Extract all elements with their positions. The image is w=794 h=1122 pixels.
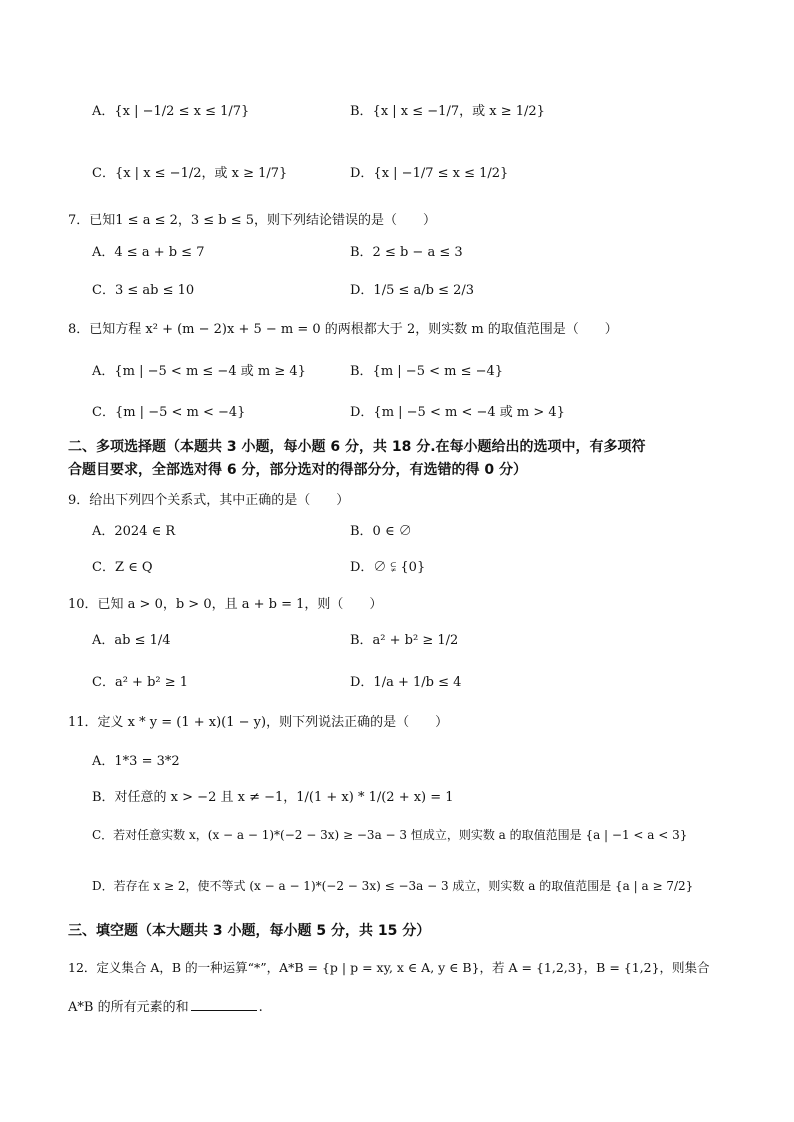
q7-option-c: C．3 ≤ ab ≤ 10 (92, 283, 195, 298)
q9-option-c: C．Z ∈ Q (92, 560, 153, 575)
q7-stem: 7．已知1 ≤ a ≤ 2，3 ≤ b ≤ 5，则下列结论错误的是（ ） (68, 213, 437, 228)
q12-line2-text: A*B 的所有元素的和 (68, 1000, 189, 1015)
q8-option-c: C．{m | −5 < m < −4} (92, 405, 246, 420)
q12-line1: 12．定义集合 A，B 的一种运算“*”，A*B = {p | p = xy, x ∈ A, y ∈ B}，若 A = {1,2,3}，B = {1,2}，则集合 (68, 960, 710, 975)
q9-option-d: D．∅ ⫋ {0} (350, 560, 426, 575)
q11-option-b: B．对任意的 x > −2 且 x ≠ −1，1/(1 + x) * 1/(2 + x) = 1 (92, 790, 454, 805)
answer-blank[interactable] (191, 998, 257, 1011)
q7-option-b: B．2 ≤ b − a ≤ 3 (350, 245, 463, 260)
q9-option-b: B．0 ∈ ∅ (350, 524, 412, 539)
q10-option-d: D．1/a + 1/b ≤ 4 (350, 675, 462, 690)
q9-stem: 9．给出下列四个关系式，其中正确的是（ ） (68, 493, 350, 508)
q6-option-d: D．{x | −1/7 ≤ x ≤ 1/2} (350, 166, 509, 181)
q10-stem: 10．已知 a > 0，b > 0，且 a + b = 1，则（ ） (68, 597, 383, 612)
q6-option-b: B．{x | x ≤ −1/7，或 x ≥ 1/2} (350, 104, 545, 119)
q8-option-d: D．{m | −5 < m < −4 或 m > 4} (350, 405, 565, 420)
section-2-heading-line1: 二、多项选择题（本题共 3 小题，每小题 6 分，共 18 分.在每小题给出的选项中，有多项符 (68, 439, 646, 455)
q9-option-a: A．2024 ∈ R (92, 524, 176, 539)
q10-option-a: A．ab ≤ 1/4 (92, 633, 171, 648)
q8-stem: 8．已知方程 x² + (m − 2)x + 5 − m = 0 的两根都大于 2，则实数 m 的取值范围是（ ） (68, 322, 618, 337)
q12-line2-end: . (258, 1000, 263, 1015)
q6-option-c: C．{x | x ≤ −1/2，或 x ≥ 1/7} (92, 166, 288, 181)
q10-option-b: B．a² + b² ≥ 1/2 (350, 633, 459, 648)
q11-stem: 11．定义 x * y = (1 + x)(1 − y)，则下列说法正确的是（ ） (68, 715, 449, 730)
q12-line2 (68, 996, 263, 1015)
section-3-heading: 三、填空题（本大题共 3 小题，每小题 5 分，共 15 分） (68, 923, 431, 939)
section-2-heading-line2: 合题目要求，全部选对得 6 分，部分选对的得部分分，有选错的得 0 分） (68, 462, 527, 478)
q8-option-b: B．{m | −5 < m ≤ −4} (350, 364, 504, 379)
q11-option-c: C．若对任意实数 x，(x − a − 1)*(−2 − 3x) ≥ −3a − 3 恒成立，则实数 a 的取值范围是 {a | −1 < a < 3} (92, 828, 688, 842)
q11-option-a: A．1*3 = 3*2 (92, 754, 180, 769)
q7-option-d: D．1/5 ≤ a/b ≤ 2/3 (350, 283, 475, 298)
q7-option-a: A．4 ≤ a + b ≤ 7 (92, 245, 205, 260)
q11-option-d: D．若存在 x ≥ 2，使不等式 (x − a − 1)*(−2 − 3x) ≤ −3a − 3 成立，则实数 a 的取值范围是 {a | a ≥ 7/2} (92, 879, 694, 893)
q8-option-a: A．{m | −5 < m ≤ −4 或 m ≥ 4} (92, 364, 306, 379)
q10-option-c: C．a² + b² ≥ 1 (92, 675, 189, 690)
q6-option-a: A．{x | −1/2 ≤ x ≤ 1/7} (92, 104, 250, 119)
